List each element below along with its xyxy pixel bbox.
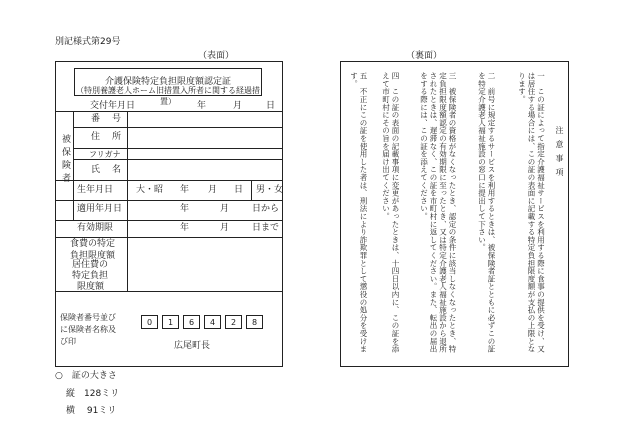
note-5: 五 不正にこの証を使用した者は、刑法により詐欺罪として懲役の処分を受けます。: [349, 72, 368, 353]
insurer-number-digit: 4: [204, 315, 221, 329]
form-number-label: 別記様式第29号: [55, 37, 121, 47]
note-1: 一 この証によって指定介護福祉サービスを利用する際に食事の提供を受け、又は居住する場合には、この証の表面に記載する特定負担限度額が支払の上限となります。: [517, 72, 546, 353]
grid-line: [56, 200, 282, 201]
insurer-label-3: び印: [60, 337, 76, 346]
residence-cost-label-3: 限度額: [77, 282, 105, 292]
sex-options: 男・女: [256, 185, 284, 195]
birth-month-unit: 月: [208, 185, 218, 195]
certificate-back-card: [340, 61, 569, 367]
insurer-number-digit: 6: [183, 315, 200, 329]
certificate-front-card: [55, 61, 283, 367]
note-4: 四 この証の表面の記載事項に変更があったときは、十四日以内に、この証を添えて市町村にその旨を届け出てください。: [381, 72, 400, 353]
valid-year-unit: 年: [180, 223, 190, 233]
meal-cost-label-1: 食費の特定: [70, 239, 116, 249]
insurer-number-digit: 8: [246, 315, 263, 329]
card-size-width: 横 91ミリ: [66, 406, 117, 416]
insurer-number-digit: 1: [162, 315, 179, 329]
issue-date-label: 交付年月日: [90, 101, 136, 111]
back-side-caption: （裏面）: [406, 51, 443, 61]
issue-month-unit: 月: [233, 101, 243, 111]
address-label: 住所: [91, 132, 134, 142]
applied-from-text: 日から: [252, 204, 280, 214]
insurer-number-digit: 2: [225, 315, 242, 329]
grid-line: [56, 220, 282, 221]
issue-day-unit: 日: [266, 101, 276, 111]
name-label: 氏名: [91, 165, 134, 175]
front-side-caption: （表面）: [198, 51, 235, 61]
card-size-height: 縦 128ミリ: [66, 389, 120, 399]
insurer-number-digit: 0: [141, 315, 158, 329]
grid-line: [56, 111, 282, 112]
grid-line: [251, 180, 252, 200]
notes-title: 注意事項: [555, 126, 564, 182]
residence-cost-label-1: 居住費の: [72, 260, 109, 270]
grid-line: [73, 159, 282, 160]
applied-date-label: 適用年月日: [77, 204, 123, 214]
insurer-label-2: に保険者名称及: [60, 325, 116, 334]
certificate-subtitle: （特別養護老人ホーム旧措置入所者に関する経過措置）: [76, 86, 260, 106]
grid-line: [73, 127, 282, 128]
insured-person-label: 被保険者: [60, 134, 70, 186]
valid-month-unit: 月: [220, 223, 230, 233]
birth-year-unit: 年: [180, 185, 190, 195]
furigana-label: フリガナ: [89, 150, 121, 159]
applied-month-unit: 月: [220, 204, 230, 214]
residence-cost-label-2: 特定負担: [72, 271, 109, 281]
note-3: 三 被保険者の資格がなくなったとき、認定の条件に該当しなくなったとき、特定負担限度額認定の有効期限に至ったとき、又は特定介護老人福祉施設から退所されたときは、遅滞なく、この証を市町村に返してください。また、転出の届出をする際には、この証を添えてください。: [419, 72, 457, 353]
applied-year-unit: 年: [180, 204, 190, 214]
birth-day-unit: 日: [234, 185, 244, 195]
meal-cost-label-2: 負担限度額: [70, 251, 116, 261]
grid-line: [56, 180, 282, 181]
insurer-label-1: 保険者番号並び: [60, 313, 116, 322]
certificate-title: 介護保険特定負担限度額認定証: [104, 77, 231, 87]
issue-year-unit: 年: [197, 101, 207, 111]
number-label: 番号: [91, 114, 134, 124]
grid-line: [73, 148, 282, 149]
valid-until-label: 有効期限: [77, 223, 114, 233]
grid-line: [56, 237, 282, 238]
insurer-name: 広尾町長: [174, 341, 211, 351]
card-size-heading: ○ 証の大きさ: [55, 371, 117, 381]
valid-until-text: 日まで: [252, 223, 280, 233]
era-options: 大・昭: [136, 185, 164, 195]
note-2: 二 前号に規定するサービスを利用するときは、被保険者証とともに必ずこの証を特定介護老人福祉施設の窓口に提出して下さい。: [477, 72, 496, 353]
birthdate-label: 生年月日: [77, 185, 114, 195]
